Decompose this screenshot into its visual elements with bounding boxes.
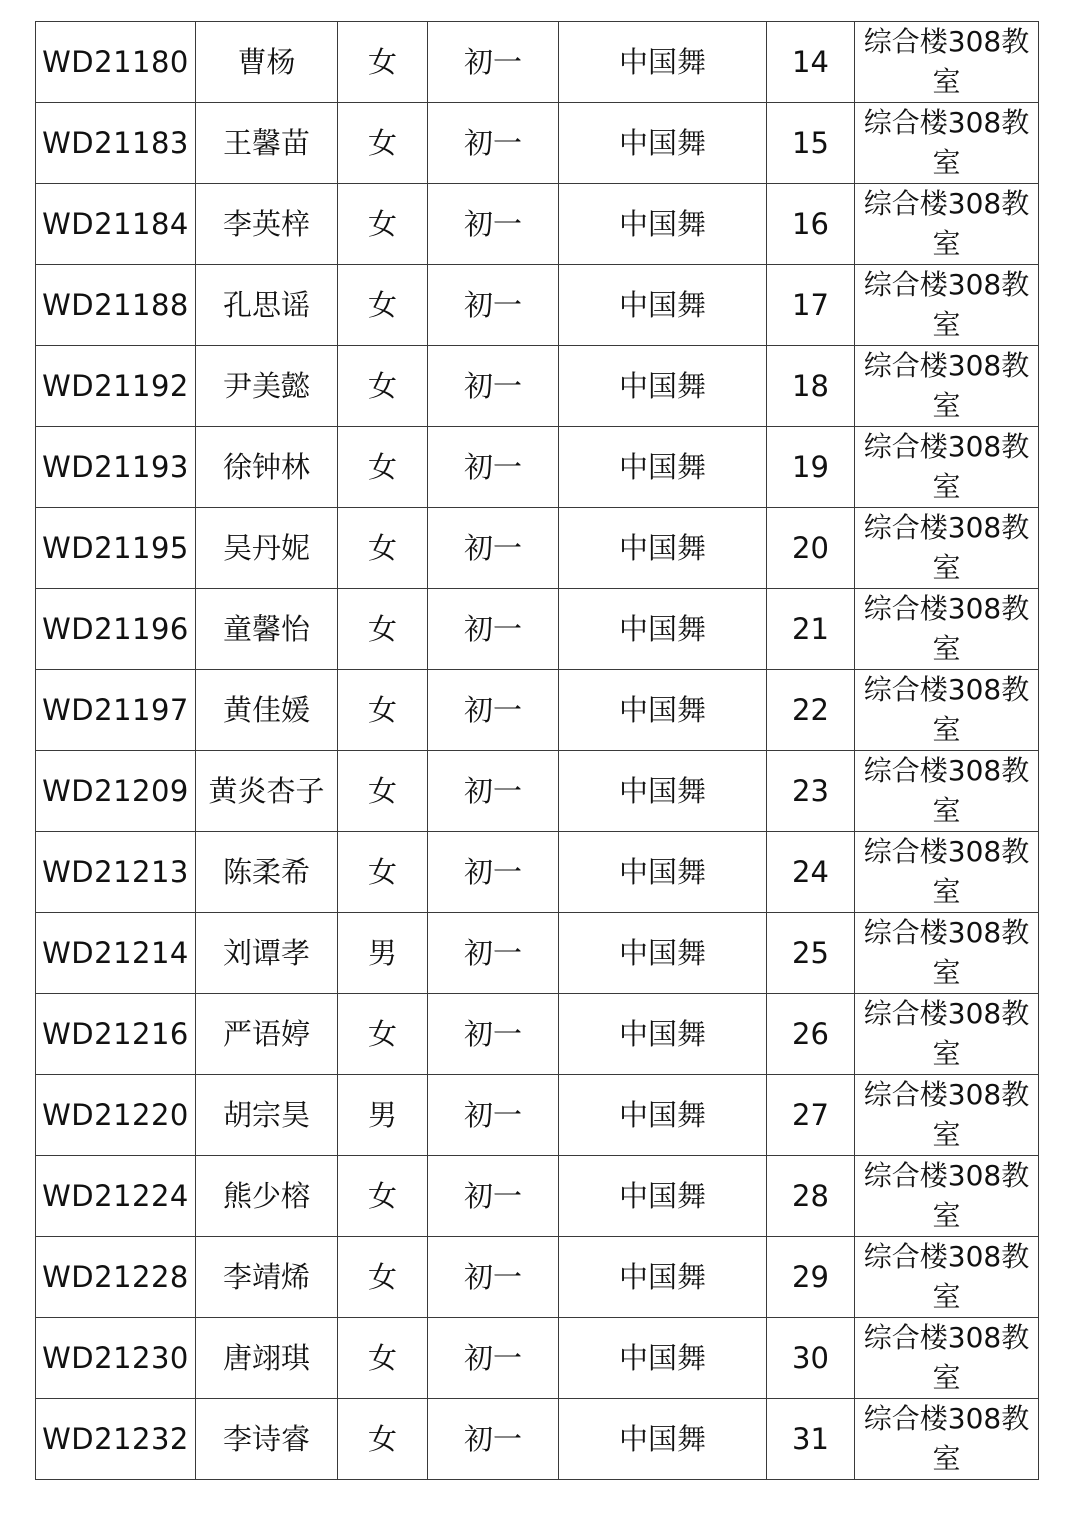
exam-room-cell: 综合楼308教室 (855, 1156, 1039, 1237)
seat-number-cell: 15 (767, 103, 855, 184)
student-name-cell: 唐翊琪 (196, 1318, 338, 1399)
gender-cell: 女 (338, 589, 428, 670)
gender-cell: 女 (338, 508, 428, 589)
student-name-cell: 尹美懿 (196, 346, 338, 427)
grade-cell: 初一 (428, 427, 559, 508)
table-row (36, 103, 1039, 184)
gender-cell: 女 (338, 832, 428, 913)
gender-cell: 女 (338, 103, 428, 184)
exam-room-cell: 综合楼308教室 (855, 751, 1039, 832)
category-cell: 中国舞 (559, 1237, 767, 1318)
exam-room-cell: 综合楼308教室 (855, 913, 1039, 994)
gender-cell: 女 (338, 670, 428, 751)
exam-room-cell: 综合楼308教室 (855, 589, 1039, 670)
exam-room-cell: 综合楼308教室 (855, 346, 1039, 427)
grade-cell: 初一 (428, 589, 559, 670)
student-name-cell: 熊少榕 (196, 1156, 338, 1237)
category-cell: 中国舞 (559, 22, 767, 103)
exam-room-cell: 综合楼308教室 (855, 1237, 1039, 1318)
gender-cell: 女 (338, 1399, 428, 1480)
exam-room-cell: 综合楼308教室 (855, 184, 1039, 265)
student-name-cell: 严语婷 (196, 994, 338, 1075)
seat-number-cell: 29 (767, 1237, 855, 1318)
student-name-cell: 黄佳媛 (196, 670, 338, 751)
category-cell: 中国舞 (559, 994, 767, 1075)
category-cell: 中国舞 (559, 751, 767, 832)
table-row (36, 832, 1039, 913)
student-id-cell: WD21184 (36, 184, 196, 265)
exam-room-cell: 综合楼308教室 (855, 103, 1039, 184)
table-row (36, 265, 1039, 346)
grade-cell: 初一 (428, 670, 559, 751)
student-id-cell: WD21196 (36, 589, 196, 670)
student-id-cell: WD21183 (36, 103, 196, 184)
exam-room-cell: 综合楼308教室 (855, 1075, 1039, 1156)
grade-cell: 初一 (428, 751, 559, 832)
grade-cell: 初一 (428, 508, 559, 589)
student-id-cell: WD21230 (36, 1318, 196, 1399)
exam-room-cell: 综合楼308教室 (855, 670, 1039, 751)
seat-number-cell: 17 (767, 265, 855, 346)
grade-cell: 初一 (428, 832, 559, 913)
grade-cell: 初一 (428, 103, 559, 184)
grade-cell: 初一 (428, 184, 559, 265)
table-row (36, 22, 1039, 103)
gender-cell: 女 (338, 994, 428, 1075)
table-row (36, 913, 1039, 994)
seat-number-cell: 26 (767, 994, 855, 1075)
grade-cell: 初一 (428, 994, 559, 1075)
table-row (36, 1075, 1039, 1156)
gender-cell: 女 (338, 751, 428, 832)
category-cell: 中国舞 (559, 103, 767, 184)
gender-cell: 男 (338, 1075, 428, 1156)
grade-cell: 初一 (428, 913, 559, 994)
exam-room-cell: 综合楼308教室 (855, 22, 1039, 103)
gender-cell: 女 (338, 265, 428, 346)
student-name-cell: 曹杨 (196, 22, 338, 103)
student-name-cell: 吴丹妮 (196, 508, 338, 589)
category-cell: 中国舞 (559, 670, 767, 751)
seat-number-cell: 31 (767, 1399, 855, 1480)
gender-cell: 女 (338, 1156, 428, 1237)
table-row (36, 751, 1039, 832)
student-name-cell: 刘谭孝 (196, 913, 338, 994)
student-id-cell: WD21220 (36, 1075, 196, 1156)
table-row (36, 346, 1039, 427)
gender-cell: 女 (338, 184, 428, 265)
seat-number-cell: 14 (767, 22, 855, 103)
category-cell: 中国舞 (559, 1075, 767, 1156)
student-id-cell: WD21224 (36, 1156, 196, 1237)
student-name-cell: 李英梓 (196, 184, 338, 265)
roster-body (36, 22, 1039, 1480)
table-row (36, 1399, 1039, 1480)
category-cell: 中国舞 (559, 184, 767, 265)
seat-number-cell: 30 (767, 1318, 855, 1399)
grade-cell: 初一 (428, 1237, 559, 1318)
table-row (36, 589, 1039, 670)
student-id-cell: WD21228 (36, 1237, 196, 1318)
student-name-cell: 徐钟林 (196, 427, 338, 508)
seat-number-cell: 28 (767, 1156, 855, 1237)
student-id-cell: WD21180 (36, 22, 196, 103)
student-id-cell: WD21193 (36, 427, 196, 508)
category-cell: 中国舞 (559, 346, 767, 427)
category-cell: 中国舞 (559, 913, 767, 994)
roster-sheet (35, 21, 1038, 1480)
category-cell: 中国舞 (559, 508, 767, 589)
gender-cell: 男 (338, 913, 428, 994)
gender-cell: 女 (338, 1237, 428, 1318)
seat-number-cell: 21 (767, 589, 855, 670)
category-cell: 中国舞 (559, 427, 767, 508)
student-name-cell: 李靖烯 (196, 1237, 338, 1318)
gender-cell: 女 (338, 427, 428, 508)
seat-number-cell: 24 (767, 832, 855, 913)
grade-cell: 初一 (428, 1318, 559, 1399)
grade-cell: 初一 (428, 346, 559, 427)
exam-room-cell: 综合楼308教室 (855, 508, 1039, 589)
table-row (36, 994, 1039, 1075)
table-row (36, 1318, 1039, 1399)
exam-room-cell: 综合楼308教室 (855, 265, 1039, 346)
student-id-cell: WD21216 (36, 994, 196, 1075)
table-row (36, 184, 1039, 265)
table-row (36, 1237, 1039, 1318)
category-cell: 中国舞 (559, 265, 767, 346)
student-id-cell: WD21188 (36, 265, 196, 346)
student-name-cell: 陈柔希 (196, 832, 338, 913)
student-id-cell: WD21232 (36, 1399, 196, 1480)
seat-number-cell: 27 (767, 1075, 855, 1156)
table-row (36, 508, 1039, 589)
student-name-cell: 李诗睿 (196, 1399, 338, 1480)
student-name-cell: 胡宗昊 (196, 1075, 338, 1156)
student-name-cell: 黄炎杏子 (196, 751, 338, 832)
student-id-cell: WD21197 (36, 670, 196, 751)
category-cell: 中国舞 (559, 1399, 767, 1480)
seat-number-cell: 19 (767, 427, 855, 508)
seat-number-cell: 18 (767, 346, 855, 427)
gender-cell: 女 (338, 346, 428, 427)
student-id-cell: WD21192 (36, 346, 196, 427)
seat-number-cell: 25 (767, 913, 855, 994)
exam-room-cell: 综合楼308教室 (855, 1399, 1039, 1480)
exam-room-cell: 综合楼308教室 (855, 427, 1039, 508)
exam-room-cell: 综合楼308教室 (855, 1318, 1039, 1399)
gender-cell: 女 (338, 22, 428, 103)
student-name-cell: 王馨苗 (196, 103, 338, 184)
student-id-cell: WD21213 (36, 832, 196, 913)
exam-room-cell: 综合楼308教室 (855, 994, 1039, 1075)
category-cell: 中国舞 (559, 832, 767, 913)
category-cell: 中国舞 (559, 589, 767, 670)
seat-number-cell: 16 (767, 184, 855, 265)
category-cell: 中国舞 (559, 1318, 767, 1399)
grade-cell: 初一 (428, 265, 559, 346)
grade-cell: 初一 (428, 22, 559, 103)
table-row (36, 1156, 1039, 1237)
seat-number-cell: 23 (767, 751, 855, 832)
student-id-cell: WD21214 (36, 913, 196, 994)
exam-room-cell: 综合楼308教室 (855, 832, 1039, 913)
student-name-cell: 童馨怡 (196, 589, 338, 670)
seat-number-cell: 22 (767, 670, 855, 751)
grade-cell: 初一 (428, 1156, 559, 1237)
grade-cell: 初一 (428, 1075, 559, 1156)
student-id-cell: WD21209 (36, 751, 196, 832)
student-id-cell: WD21195 (36, 508, 196, 589)
table-row (36, 670, 1039, 751)
seat-number-cell: 20 (767, 508, 855, 589)
table-row (36, 427, 1039, 508)
grade-cell: 初一 (428, 1399, 559, 1480)
student-name-cell: 孔思谣 (196, 265, 338, 346)
student-roster-table (35, 21, 1039, 1480)
category-cell: 中国舞 (559, 1156, 767, 1237)
gender-cell: 女 (338, 1318, 428, 1399)
